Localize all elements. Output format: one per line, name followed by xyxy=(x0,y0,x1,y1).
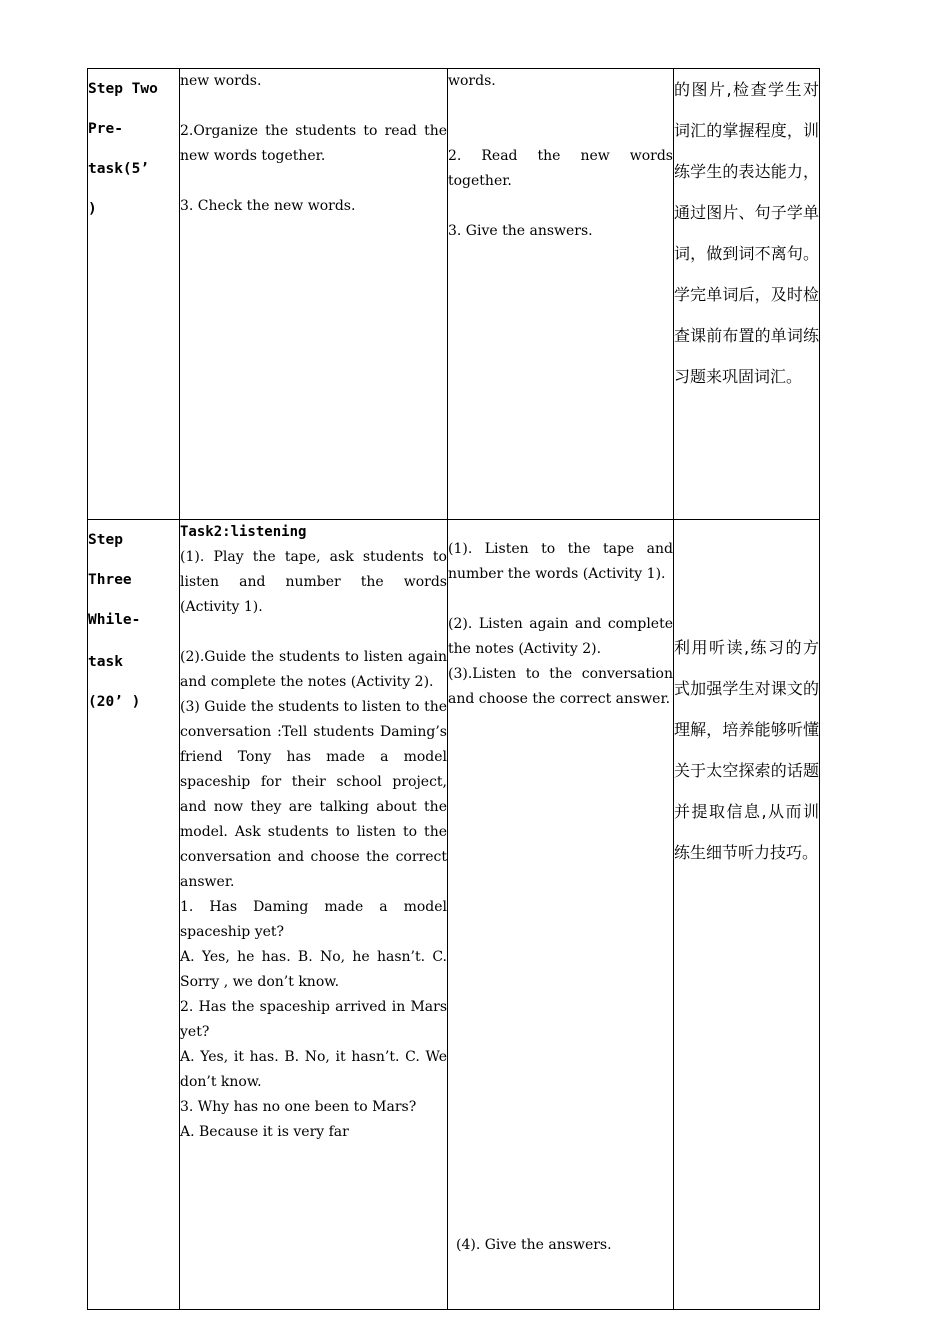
student-text: 3. Give the answers. xyxy=(448,223,593,239)
teacher-activity-cell xyxy=(180,520,448,1310)
purpose-text: 的图片,检查学生对词汇的掌握程度，训练学生的表达能力，通过图片、句子学单词，做到词不离句。学完单词后，及时检查课前布置的单词练习题来巩固词汇。 xyxy=(674,80,819,386)
step-cell xyxy=(88,69,180,520)
teacher-text: (1). Play the tape, ask students to listen and number the words (Activity 1). xyxy=(180,549,447,615)
step-label: (20’ ) xyxy=(88,694,141,710)
step-label: Step xyxy=(88,532,123,548)
teacher-activity-cell xyxy=(180,69,448,520)
student-text: words. xyxy=(448,73,496,89)
student-text: (2). Listen again and complete the notes (Activity 2). xyxy=(448,616,673,657)
table-row xyxy=(88,69,820,520)
step-label: ) xyxy=(88,201,97,217)
table-row xyxy=(88,520,820,1310)
teacher-text: 3. Check the new words. xyxy=(180,198,356,214)
purpose-cell xyxy=(674,69,820,520)
task-title: Task2:listening xyxy=(180,524,307,540)
teacher-text: (3) Guide the students to listen to the conversation :Tell students Daming’s friend Tony has made a model spaceship for their school project, and now they are talking about the model. Ask students to listen to the conversation and choose the correct answer. xyxy=(180,699,447,890)
teacher-text: 2.Organize the students to read the new words together. xyxy=(180,123,447,164)
question-text: 1. Has Daming made a model spaceship yet? xyxy=(180,899,447,940)
step-label: task(5’ xyxy=(88,161,150,177)
purpose-cell xyxy=(674,520,820,1310)
question-options: A. Because it is very far xyxy=(180,1124,349,1140)
step-label: Pre- xyxy=(88,121,123,137)
question-options: A. Yes, he has. B. No, he hasn’t. C. Sorry , we don’t know. xyxy=(180,949,447,990)
question-options: A. Yes, it has. B. No, it hasn’t. C. We don’t know. xyxy=(180,1049,447,1090)
step-cell xyxy=(88,520,180,1310)
step-label: Three xyxy=(88,572,132,588)
step-label: task xyxy=(88,654,123,670)
teacher-text: new words. xyxy=(180,73,262,89)
step-label: Step Two xyxy=(88,81,158,97)
question-text: 3. Why has no one been to Mars? xyxy=(180,1099,417,1115)
student-activity-cell xyxy=(448,69,674,520)
student-text: (3).Listen to the conversation and choose the correct answer. xyxy=(448,666,673,707)
teacher-text: (2).Guide the students to listen again and complete the notes (Activity 2). xyxy=(180,649,447,690)
student-text: 2. Read the new words together. xyxy=(448,148,673,189)
question-text: 2. Has the spaceship arrived in Mars yet? xyxy=(180,999,447,1040)
student-text: (4). Give the answers. xyxy=(456,1237,612,1253)
lesson-plan-table xyxy=(87,68,820,1310)
student-text: (1). Listen to the tape and number the words (Activity 1). xyxy=(448,541,673,582)
step-label: While- xyxy=(88,612,141,628)
student-activity-cell xyxy=(448,520,674,1310)
purpose-text: 利用听读,练习的方式加强学生对课文的理解，培养能够听懂关于太空探索的话题并提取信息,从而训练生细节听力技巧。 xyxy=(674,638,819,862)
